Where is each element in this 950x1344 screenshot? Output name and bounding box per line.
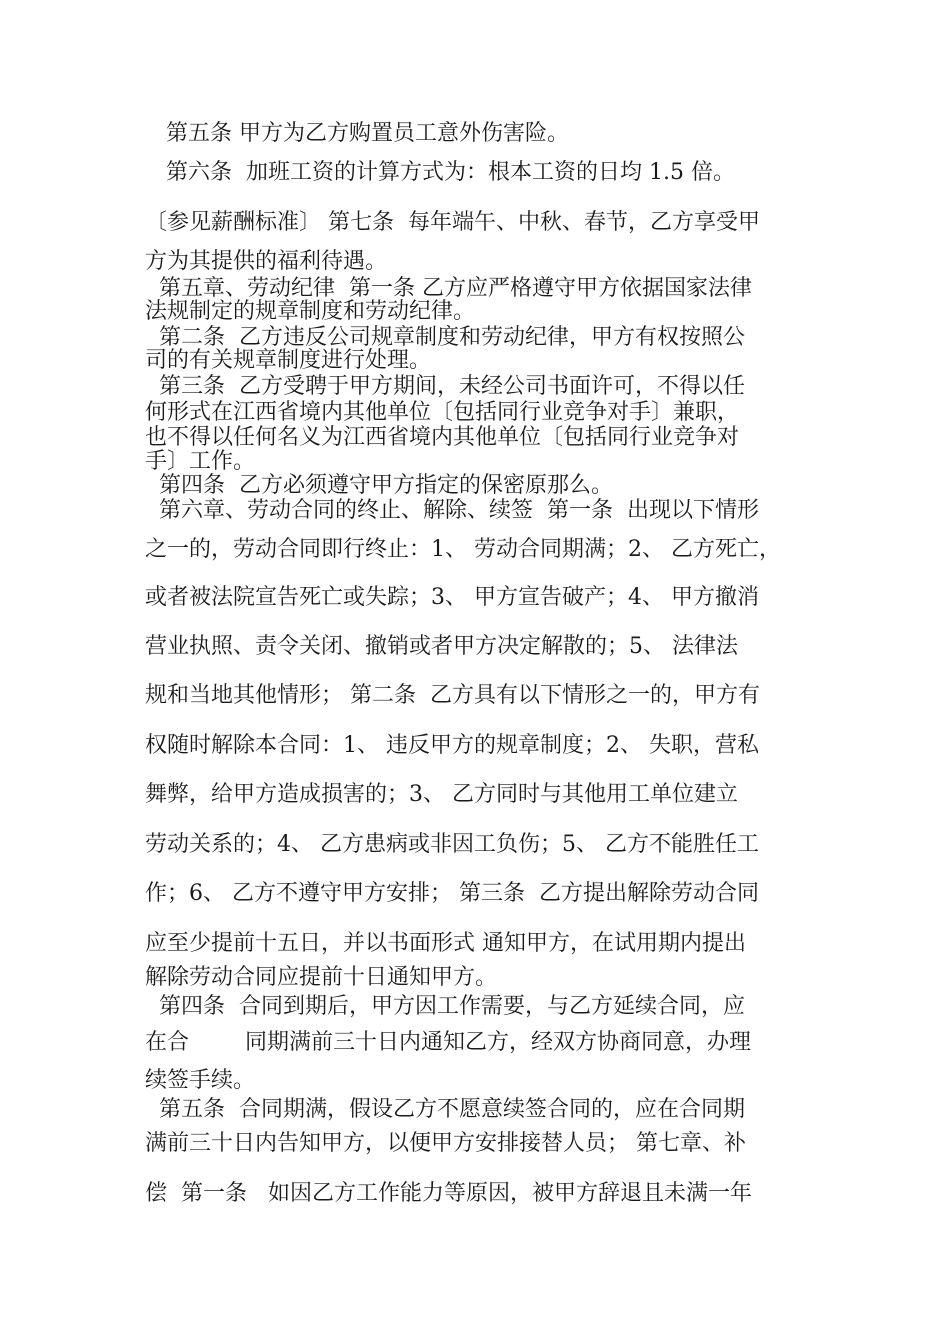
text-line: 之一的，劳动合同即行终止：1、 劳动合同期满；2、 乙方死亡，	[145, 537, 781, 562]
text-line: 规和当地其他情形； 第二条 乙方具有以下情形之一的，甲方有	[145, 683, 760, 708]
text-line: 第五条 甲方为乙方购置员工意外伤害险。	[145, 121, 569, 146]
text-line: 司的有关规章制度进行处理。	[145, 348, 432, 373]
text-line: 应至少提前十五日，并以书面形式 通知甲方，在试用期内提出	[145, 931, 746, 956]
text-line: 〔参见薪酬标准〕 第七条 每年端午、中秋、春节，乙方享受甲	[145, 210, 760, 235]
text-line: 舞弊，给甲方造成损害的；3、 乙方同时与其他用工单位建立	[145, 782, 738, 807]
text-line: 第五章、劳动纪律 第一条 乙方应严格遵守甲方依据国家法律	[145, 276, 752, 301]
text-line: 解除劳动合同应提前十日通知甲方。	[145, 965, 498, 990]
text-line: 第二条 乙方违反公司规章制度和劳动纪律，甲方有权按照公	[145, 325, 745, 350]
text-line: 或者被法院宣告死亡或失踪；3、 甲方宣告破产；4、 甲方撤消	[145, 585, 759, 610]
text-line: 营业执照、责令关闭、撤销或者甲方决定解散的；5、 法律法	[145, 634, 738, 659]
text-line: 偿 第一条 如因乙方工作能力等原因，被甲方辞退且未满一年	[145, 1181, 752, 1206]
text-line: 第四条 乙方必须遵守甲方指定的保密原那么。	[145, 473, 613, 498]
text-line: 在合 同期满前三十日内通知乙方，经双方协商同意，办理	[145, 1030, 751, 1055]
text-line: 何形式在江西省境内其他单位〔包括同行业竞争对手〕兼职，	[145, 400, 740, 425]
text-line: 方为其提供的福利待遇。	[145, 249, 388, 274]
text-line: 手〕工作。	[145, 449, 256, 474]
text-line: 作；6、 乙方不遵守甲方安排； 第三条 乙方提出解除劳动合同	[145, 881, 759, 906]
text-line: 劳动关系的；4、 乙方患病或非因工负伤；5、 乙方不能胜任工	[145, 832, 759, 857]
text-line: 第六条 加班工资的计算方式为：根本工资的日均 1.5 倍。	[145, 160, 735, 185]
text-line: 满前三十日内告知甲方，以便甲方安排接替人员； 第七章、补	[145, 1131, 746, 1156]
text-line: 续签手续。	[145, 1068, 256, 1093]
text-line: 第三条 乙方受聘于甲方期间，未经公司书面许可，不得以任	[145, 374, 745, 399]
text-line: 权随时解除本合同：1、 违反甲方的规章制度；2、 失职，营私	[145, 733, 759, 758]
text-line: 第五条 合同期满，假设乙方不愿意续签合同的，应在合同期	[145, 1097, 745, 1122]
text-line: 第四条 合同到期后，甲方因工作需要，与乙方延续合同，应	[145, 994, 745, 1019]
text-line: 也不得以任何名义为江西省境内其他单位〔包括同行业竞争对	[145, 425, 740, 450]
text-line: 法规制定的规章制度和劳动纪律。	[145, 299, 476, 324]
text-line: 第六章、劳动合同的终止、解除、续签 第一条 出现以下情形	[145, 498, 759, 523]
